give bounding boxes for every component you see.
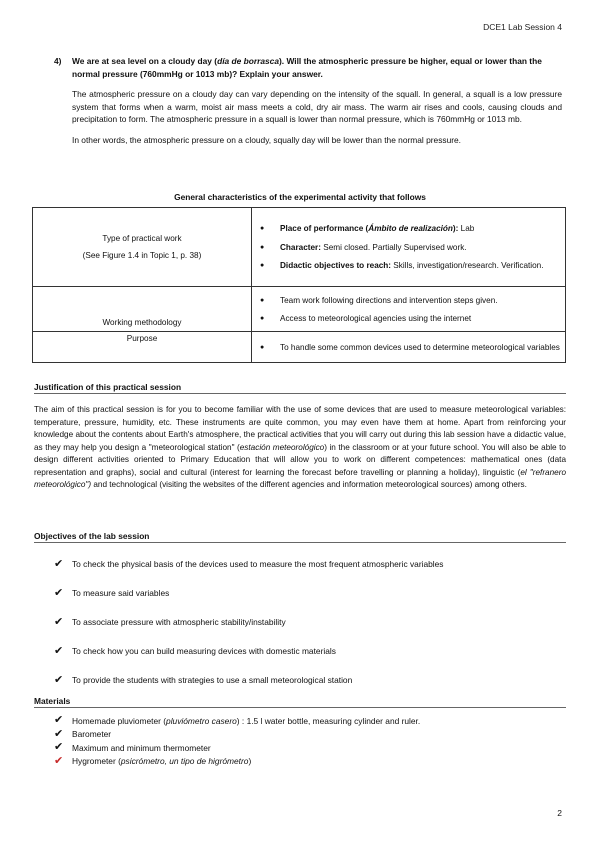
justification-italic-1: estación meteorológico [239, 442, 325, 452]
list-item [54, 714, 554, 728]
page-header: DCE1 Lab Session 4 [483, 22, 562, 32]
list-item [54, 728, 554, 742]
answer-paragraph-1: The atmospheric pressure on a cloudy day can vary depending on the intensity of the squall. In general, a squall is a low pressure system that forms when a warm, moist air mass meets a cold, dry air mass. The warm air rises and cools, causing clouds and precipitation to form. The atmospheric pressure in a squall is lower than normal pressure, which is 760mmHg or 1013 mb. [72, 89, 562, 124]
material-text-part: ) [248, 756, 252, 767]
question-block [54, 55, 562, 146]
material-text: Barometer [72, 729, 112, 740]
question-spanish-term: día de borrasca [217, 56, 279, 66]
material-italic: psicrómetro, un tipo de higrómetro [120, 756, 249, 767]
list-item: ● To handle some common devices used to determine meteorological variables [256, 342, 561, 354]
type-label: Type of practical work [102, 234, 182, 243]
objective-text: To measure said variables [72, 588, 170, 598]
question-number: 4) [54, 56, 62, 66]
bullet-value: Skills, investigation/research. Verification. [391, 261, 544, 271]
material-text [72, 716, 420, 726]
list-item [54, 755, 554, 769]
table-row [33, 332, 566, 363]
objective-text: To provide the students with strategies to use a small meteorological station [72, 675, 353, 685]
material-text-part: ) : 1.5 l water bottle, measuring cylinder and ruler. [236, 715, 421, 726]
objective-text: To check how you can build measuring devices with domestic materials [72, 646, 336, 656]
checkmark-icon: ✔ [54, 714, 64, 727]
characteristics-table [32, 207, 566, 363]
checkmark-icon: ✔ [54, 586, 64, 599]
material-text: Maximum and minimum thermometer [72, 742, 211, 753]
bullet-label: Didactic objectives to reach: [280, 261, 392, 271]
table-row [33, 208, 566, 287]
method-label: Working methodology [102, 318, 182, 327]
list-item [256, 242, 561, 254]
question-text [72, 55, 562, 80]
justification-text-3: and technological (visiting the websites of the different agencies and information meteorological sources) among others. [91, 480, 527, 489]
list-item [256, 260, 561, 272]
checkmark-icon: ✔ [54, 727, 64, 740]
table-cell-method-details [252, 287, 566, 332]
table-cell-purpose-details [252, 332, 566, 363]
page-number: 2 [557, 808, 562, 818]
question-prefix: We are at sea level on a cloudy day ( [72, 56, 218, 66]
table-cell-type-details [252, 208, 566, 287]
justification-paragraph [34, 404, 566, 492]
materials-list [54, 714, 554, 768]
objective-text: To check the physical basis of the devices used to measure the most frequent atmospheric variables [72, 559, 444, 569]
objectives-list [54, 558, 554, 703]
list-item [54, 674, 554, 686]
question-title [54, 55, 562, 80]
justification-heading: Justification of this practical session [34, 382, 566, 394]
objectives-heading: Objectives of the lab session [34, 531, 566, 543]
material-italic: pluviómetro casero [166, 715, 237, 726]
list-item: ● Team work following directions and intervention steps given. [256, 295, 561, 307]
bullet-label: Place of performance ( [280, 224, 369, 234]
checkmark-icon: ✔ [54, 615, 64, 628]
checkmark-icon: ✔ [54, 741, 64, 754]
bullet-value: Lab [458, 224, 475, 234]
table-row [33, 287, 566, 332]
list-item [54, 645, 554, 657]
bullet-italic: Ámbito de realización [368, 224, 453, 234]
objective-text: To associate pressure with atmospheric stability/instability [72, 617, 286, 627]
table-cell-purpose-label [33, 332, 252, 363]
justification-italic-2: el "refranero meteorológico") [34, 467, 566, 489]
checkmark-icon: ✔ [54, 673, 64, 686]
material-text-part: Homemade pluviometer ( [72, 715, 167, 726]
bullet-colon: ): [452, 224, 459, 234]
list-item [54, 616, 554, 628]
list-item: ● Access to meteorological agencies using the internet [256, 313, 561, 325]
bullet-value: Semi closed. Partially Supervised work. [320, 242, 467, 252]
checkmark-icon: ✔ [54, 557, 64, 570]
checkmark-icon-red: ✔ [54, 754, 64, 767]
materials-heading: Materials [34, 696, 566, 708]
checkmark-icon: ✔ [54, 644, 64, 657]
bullet-label: Character: [280, 242, 321, 252]
table-cell-method-label [33, 287, 252, 332]
list-item [54, 558, 554, 570]
justification-text-2: ) in the classroom or at your future school. You will also be able to design different activities oriented to Primary Education that will allow you to work on different competences: mathematical ones (data representation and graphs), social and cultural (interest for learning the forecast before travelling or planning a holiday), linguistic ( [34, 442, 566, 477]
justification-text-1: The aim of this practical session is for you to become familiar with the use of some devices that are used to measure meteorological variables: temperature, pressure, humidity, etc. These instruments are quite common, you may even have them at home. Apart from reinforcing your knowledge about the contents about Earth's atmosphere, the practical activities that you will carry out during this lab session have a didactic value, as they may help you design a "meteorological station" ( [34, 405, 566, 452]
answer-paragraph-2: In other words, the atmospheric pressure on a cloudy, squally day will be lower than the normal pressure. [72, 134, 462, 145]
table-cell-type-label [33, 208, 252, 287]
material-text [72, 756, 251, 766]
purpose-label: Purpose [126, 334, 158, 343]
list-item [54, 741, 554, 755]
list-item [54, 587, 554, 599]
material-text-part: Hygrometer ( [72, 756, 121, 767]
question-suffix: ). Will the atmospheric pressure be higher, equal or lower than the normal pressure (760mmHg or 1013 mb)? Explain your answer. [72, 56, 542, 79]
list-item [256, 223, 561, 235]
table-caption: General characteristics of the experimental activity that follows [174, 192, 426, 202]
type-sublabel: (See Figure 1.4 in Topic 1, p. 38) [82, 251, 202, 260]
